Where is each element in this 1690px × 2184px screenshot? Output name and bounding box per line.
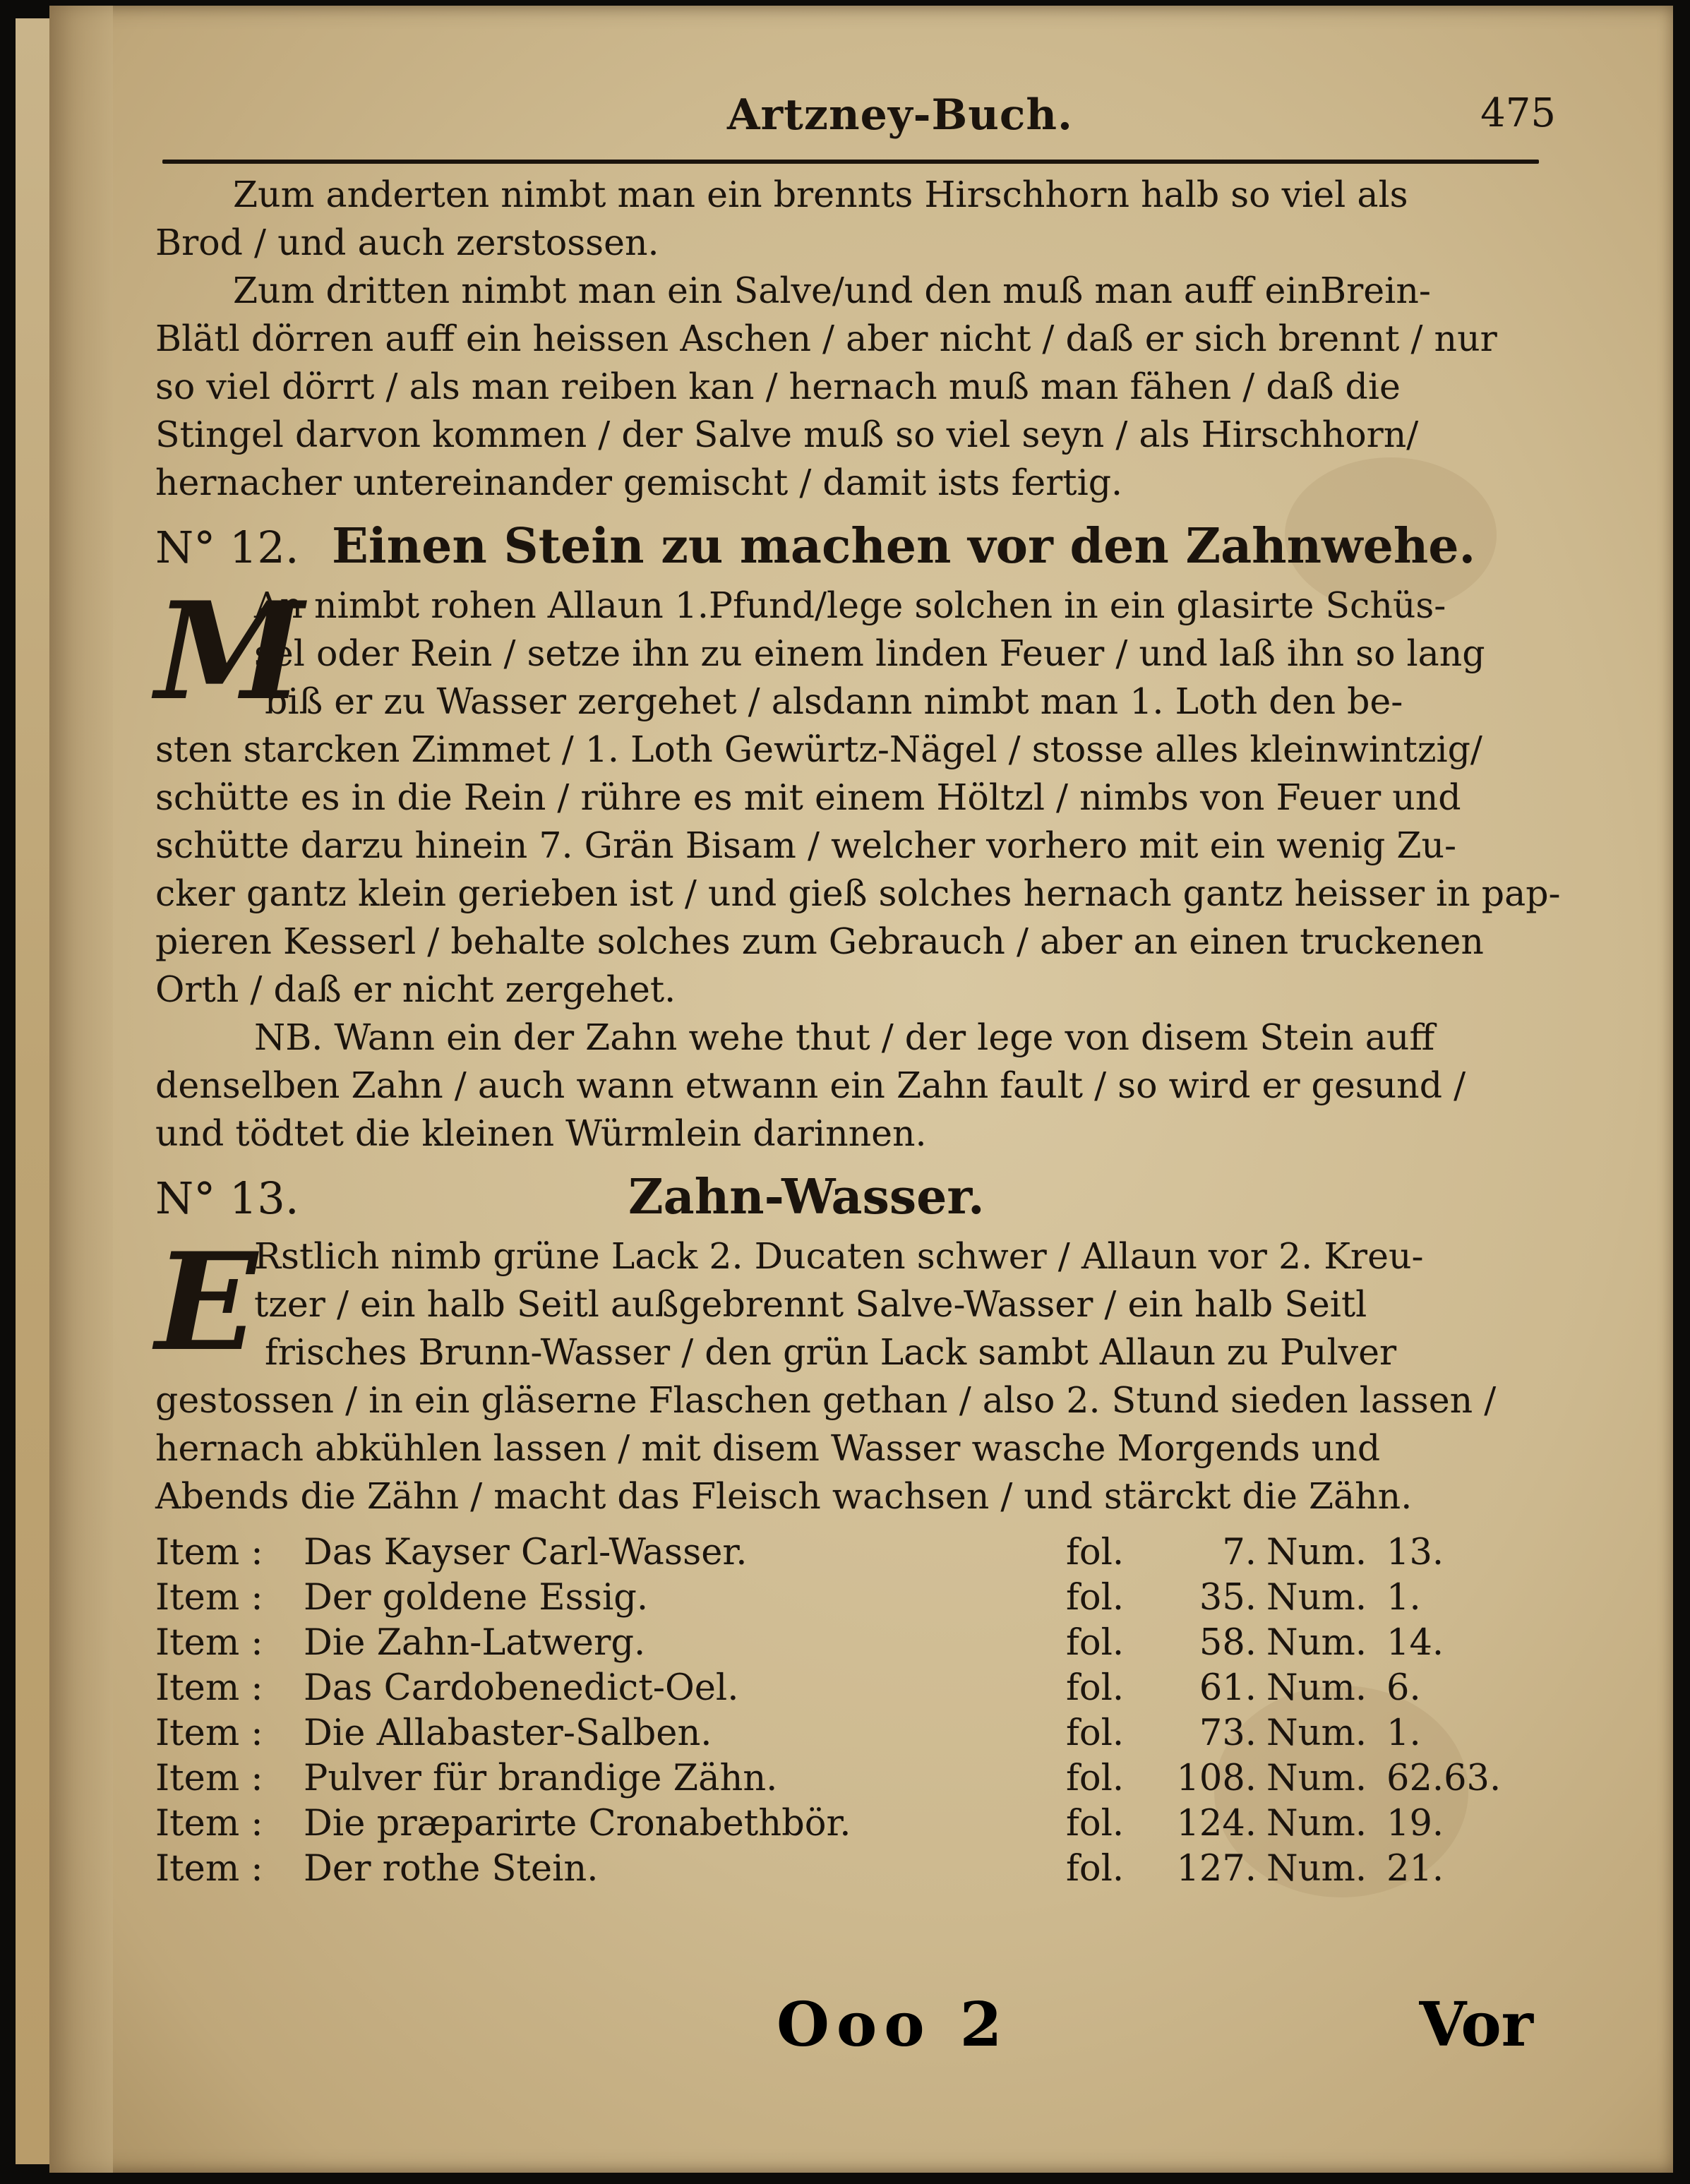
- ref-fol-number: 7.: [1222, 1532, 1257, 1573]
- ref-item: Item :: [155, 1577, 263, 1619]
- ref-num: Num.: [1266, 1622, 1367, 1664]
- ref-num: Num.: [1266, 1848, 1367, 1890]
- recipe-paragraph-12: [155, 572, 1561, 1014]
- ruler-strip: [16, 18, 52, 2164]
- header-rule: [162, 160, 1539, 164]
- text-line: gestossen / in ein gläserne Flaschen gethan / also 2. Stund sieden lassen /: [155, 1379, 1497, 1421]
- list-item: [155, 1621, 1539, 1666]
- ref-fol-number: 73.: [1199, 1712, 1257, 1754]
- ref-fol: fol.: [1066, 1848, 1125, 1890]
- ref-fol: fol.: [1066, 1803, 1125, 1844]
- text-line: tzer / ein halb Seitl außgebrennt Salve-Wasser / ein halb Seitl: [254, 1283, 1367, 1325]
- text-line: Rstlich nimb grüne Lack 2. Ducaten schwer / Allaun vor 2. Kreu-: [254, 1235, 1424, 1277]
- section-number: N° 13.: [155, 1172, 299, 1224]
- ref-num-value: 62.63.: [1386, 1758, 1502, 1799]
- text-line: sel oder Rein / setze ihn zu einem linden Feuer / und laß ihn so lang: [254, 632, 1485, 674]
- book-page: [49, 6, 1673, 2173]
- running-title: Artzney-Buch.: [727, 90, 1073, 140]
- ref-num-value: 13.: [1386, 1532, 1444, 1573]
- list-item: [155, 1847, 1539, 1892]
- text-line: Stingel darvon kommen / der Salve muß so viel seyn / als Hirschhorn/: [155, 414, 1419, 455]
- ref-fol-number: 35.: [1199, 1577, 1257, 1619]
- text-line: sten starcken Zimmet / 1. Loth Gewürtz-Nägel / stosse alles kleinwintzig/: [155, 728, 1482, 770]
- ref-item: Item :: [155, 1712, 263, 1754]
- text-line: und tödtet die kleinen Würmlein darinnen.: [155, 1112, 927, 1154]
- signature-mark: Ooo 2: [777, 1989, 1009, 2060]
- page-content: [155, 90, 1561, 1892]
- page-header: [155, 90, 1556, 155]
- ref-name: Der rothe Stein.: [304, 1848, 599, 1890]
- text-line: cker gantz klein gerieben ist / und gieß solches hernach gantz heisser in pap-: [155, 872, 1561, 914]
- ref-fol: fol.: [1066, 1622, 1125, 1664]
- ref-num: Num.: [1266, 1667, 1367, 1709]
- ref-item: Item :: [155, 1622, 263, 1664]
- list-item: [155, 1576, 1539, 1621]
- ref-fol-number: 61.: [1199, 1667, 1257, 1709]
- ref-num-value: 1.: [1386, 1577, 1421, 1619]
- ref-num-value: 21.: [1386, 1848, 1444, 1890]
- list-item: [155, 1756, 1539, 1801]
- catchword: Vor: [1419, 1989, 1533, 2060]
- ref-num: Num.: [1266, 1803, 1367, 1844]
- ref-fol-number: 124.: [1176, 1803, 1257, 1844]
- text-line: An nimbt rohen Allaun 1.Pfund/lege solchen in ein glasirte Schüs-: [254, 584, 1446, 626]
- list-item: [155, 1530, 1539, 1576]
- text-line: biß er zu Wasser zergehet / alsdann nimbt man 1. Loth den be-: [265, 680, 1403, 722]
- recipe-paragraph-13: [155, 1223, 1539, 1520]
- ref-num-value: 6.: [1386, 1667, 1421, 1709]
- ref-item: Item :: [155, 1667, 263, 1709]
- drop-capital: E: [155, 1223, 258, 1381]
- drop-capital: M: [155, 572, 304, 730]
- text-line: Zum dritten nimbt man ein Salve/und den muß man auff einBrein-: [233, 270, 1431, 311]
- ref-name: Der goldene Essig.: [304, 1577, 649, 1619]
- section-number: N° 12.: [155, 522, 299, 573]
- ref-num: Num.: [1266, 1758, 1367, 1799]
- ref-name: Das Cardobenedict-Oel.: [304, 1667, 739, 1709]
- text-line: Brod / und auch zerstossen.: [155, 222, 659, 263]
- ref-fol: fol.: [1066, 1667, 1125, 1709]
- ref-fol: fol.: [1066, 1532, 1125, 1573]
- text-line: schütte es in die Rein / rühre es mit einem Höltzl / nimbs von Feuer und: [155, 776, 1461, 818]
- paragraph-continuation: [155, 171, 1539, 507]
- ref-fol: fol.: [1066, 1758, 1125, 1799]
- text-line: frisches Brunn-Wasser / den grün Lack sambt Allaun zu Pulver: [265, 1331, 1397, 1373]
- ref-num: Num.: [1266, 1712, 1367, 1754]
- ref-num-value: 14.: [1386, 1622, 1444, 1664]
- list-item: [155, 1801, 1539, 1847]
- text-line: NB. Wann ein der Zahn wehe thut / der lege von disem Stein auff: [254, 1016, 1435, 1058]
- ref-name: Die præparirte Cronabethbör.: [304, 1803, 851, 1844]
- text-line: so viel dörrt / als man reiben kan / hernach muß man fähen / daß die: [155, 366, 1401, 407]
- ref-name: Die Zahn-Latwerg.: [304, 1622, 646, 1664]
- ref-name: Pulver für brandige Zähn.: [304, 1758, 778, 1799]
- section-heading-13: [155, 1163, 1539, 1232]
- section-heading-12: [155, 512, 1539, 582]
- ref-item: Item :: [155, 1532, 263, 1573]
- text-line: Abends die Zähn / macht das Fleisch wachsen / und stärckt die Zähn.: [155, 1475, 1413, 1517]
- ref-num-value: 1.: [1386, 1712, 1421, 1754]
- text-line: Blätl dörren auff ein heissen Aschen / aber nicht / daß er sich brennt / nur: [155, 318, 1497, 359]
- page-footer: [155, 1989, 1539, 2074]
- ref-name: Die Allabaster-Salben.: [304, 1712, 712, 1754]
- section-title: Einen Stein zu machen vor den Zahnwehe.: [332, 518, 1476, 575]
- ref-fol-number: 108.: [1176, 1758, 1257, 1799]
- ref-item: Item :: [155, 1758, 263, 1799]
- ref-item: Item :: [155, 1803, 263, 1844]
- list-item: [155, 1666, 1539, 1711]
- ref-item: Item :: [155, 1848, 263, 1890]
- text-line: pieren Kesserl / behalte solches zum Gebrauch / aber an einen truckenen: [155, 920, 1484, 962]
- nota-bene-paragraph: [155, 1014, 1539, 1158]
- page-number: 475: [1480, 90, 1556, 136]
- ref-fol: fol.: [1066, 1577, 1125, 1619]
- list-item: [155, 1711, 1539, 1756]
- text-line: hernach abkühlen lassen / mit disem Wasser wasche Morgends und: [155, 1427, 1381, 1469]
- cross-reference-list: [155, 1530, 1539, 1892]
- text-line: denselben Zahn / auch wann etwann ein Zahn fault / so wird er gesund /: [155, 1064, 1466, 1106]
- text-line: Orth / daß er nicht zergehet.: [155, 968, 676, 1010]
- page-gutter: [49, 6, 113, 2173]
- ref-name: Das Kayser Carl-Wasser.: [304, 1532, 748, 1573]
- ref-num: Num.: [1266, 1577, 1367, 1619]
- text-line: schütte darzu hinein 7. Grän Bisam / welcher vorhero mit ein wenig Zu-: [155, 824, 1457, 866]
- text-line: hernacher untereinander gemischt / damit ists fertig.: [155, 462, 1123, 503]
- ref-fol-number: 127.: [1176, 1848, 1257, 1890]
- ref-fol: fol.: [1066, 1712, 1125, 1754]
- section-title: Zahn-Wasser.: [628, 1169, 985, 1225]
- ref-num-value: 19.: [1386, 1803, 1444, 1844]
- ref-num: Num.: [1266, 1532, 1367, 1573]
- ref-fol-number: 58.: [1199, 1622, 1257, 1664]
- text-line: Zum anderten nimbt man ein brennts Hirschhorn halb so viel als: [233, 174, 1408, 215]
